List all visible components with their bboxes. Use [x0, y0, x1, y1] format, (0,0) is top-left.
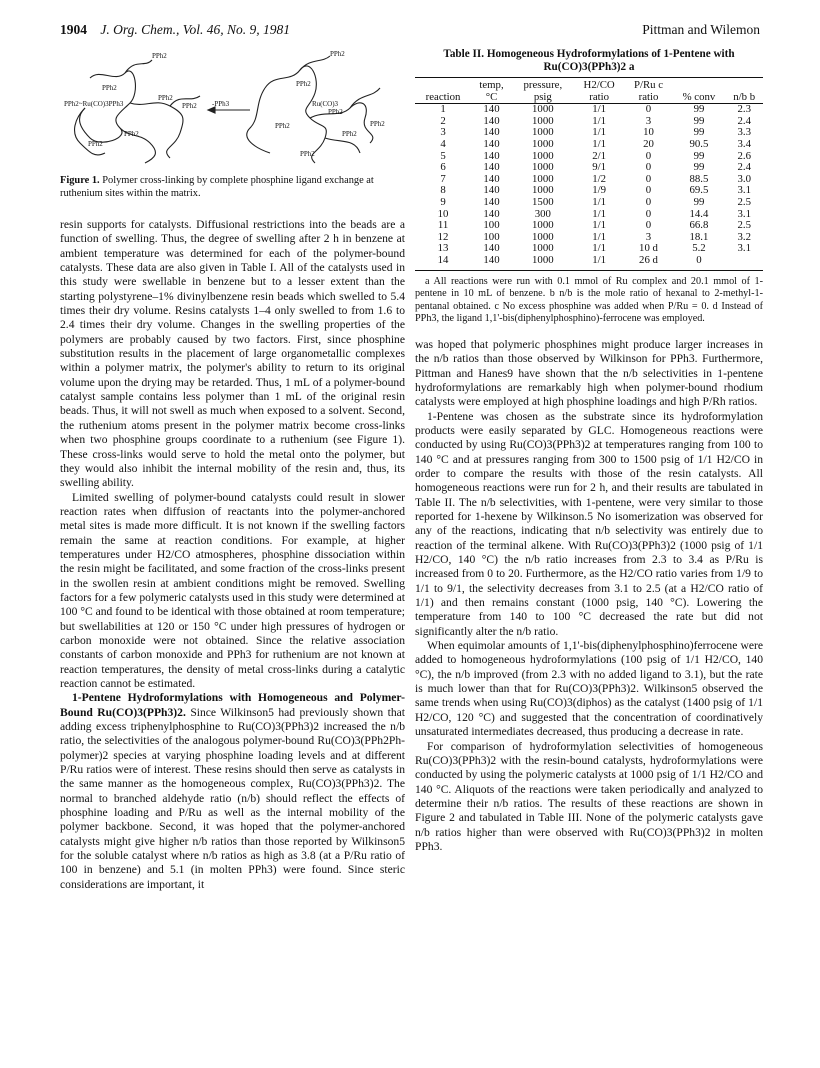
svg-text:PPh2: PPh2 — [330, 50, 345, 58]
body-paragraph: When equimolar amounts of 1,1'-bis(diphenylphosphino)ferrocene were added to homogeneous hydroformylations (100 psig of 1/1 H2/CO, 140 °C), the n/b improved (from 2.3 with no added ligand to 3.1), but the rate is much lower than that for Ru(CO)3(PPh3)2. Wilkinson5 observed the same trends when using Ru(CO)3(diphos) as the catalyst (1400 psig of 1/1 H2/CO, 120 °C) and suggested that the concentration of coordinatively unsaturated intermediates decreased, thus producing a decrease in rate. — [415, 639, 763, 739]
table-cell: 140 — [483, 172, 500, 185]
table-cell: 140 — [483, 161, 500, 174]
table-header-6: n/b b — [733, 90, 756, 103]
table-2-caption: Table II. Homogeneous Hydroformylations of 1-Pentene with Ru(CO)3(PPh3)2 a — [443, 48, 735, 73]
table-header-top-1: temp, — [479, 79, 504, 91]
table-cell: 3.1 — [737, 242, 751, 255]
table-row — [415, 151, 763, 163]
figure-1 — [60, 48, 405, 170]
svg-text:PPh2: PPh2 — [158, 94, 173, 102]
body-paragraph: was hoped that polymeric phosphines might produce larger increases in the n/b ratios than those observed by Wilkinson for PPh3. Furthermore, Pittman and Hanes9 have shown that the n/b selectivities in 1-pentene hydroformylations are remarkably high when polymer-bound rhodium catalysts were employed at high phosphine loadings and high P/Rh ratios. — [415, 337, 763, 409]
table-cell: 0 — [645, 207, 652, 220]
table-cell: 99 — [693, 103, 705, 116]
table-row — [415, 162, 763, 174]
table-cell: 140 — [483, 114, 500, 127]
svg-text:PPh2: PPh2 — [275, 122, 290, 130]
figure-1-caption: Figure 1. Polymer cross-linking by complete phosphine ligand exchange at ruthenium sites within the matrix. — [60, 175, 374, 199]
svg-text:PPh2: PPh2 — [342, 130, 357, 138]
table-header-4: ratio — [638, 90, 659, 103]
svg-text:PPh2: PPh2 — [182, 102, 197, 110]
body-paragraph: 1-Pentene was chosen as the substrate since its hydroformylation products were easily separated by GLC. Homogeneous reactions were conducted by using Ru(CO)3(PPh3)2 at temperatures ranging from 100 to 140 °C and at pressures ranging from 300 to 1500 psig of 1/1 H2/CO in order to compare the results with those of the resin catalysts. All homogeneous reactions were run for 2 h, and their results are tabulated in Table II. The n/b selectivities, with 1-pentene, were very similar to those reported for 1-hexene by Wilkinson.5 No isomerization was observed for any of the reactions, indicating that n/b selectivity was entirely due to reaction of the terminal alkene. With Ru(CO)3(PPh3)2 (1000 psig of 1/1 H2/CO, 140 °C) the n/b ratio increases from 2.3 to 3.4 as P/Ru is increased from 0 to 20. Furthermore, as the H2/CO ratio varies from 1/9 to 1/1 to 9/1, the selectivity decreases from 3.1 to 2.5 (at a H2/CO ratio of 1/1) and then remains constant (1000 psig, 140 °C). Lowering the temperature from 140 to 100 °C decreased the rate but did not significantly alter the n/b ratio. — [415, 409, 763, 638]
table-cell: 1000 — [532, 149, 554, 162]
table-cell: 99 — [693, 195, 705, 208]
table-cell: 26 d — [639, 253, 658, 266]
section-paragraph: 1-Pentene Hydroformylations with Homogeneous and Polymer-Bound Ru(CO)3(PPh3)2. Since Wilkinson5 had previously shown that adding excess triphenylphosphine to Ru(CO)3(PPh3)2 increased the n/b ratio, the selectivities of the analogous polymer-bound Ru(CO)3(PPh2Ph-polymer)2 species at varying phosphine loading levels and at different P/Ru ratios were of interest. These resins should then serve as catalysts in the same manner as the homogeneous complex, Ru(CO)3(PPh3)2. The normal to branched aldehyde ratio (n/b) should reflect the effects of phosphine loading and P/Ru as well as the internal mobility of the polymer backbone. Second, it was hoped that the polymer-anchored catalysts might give higher n/b ratios than those reported by Wilkinson5 for the soluble catalyst where n/b ratios as high as 3.8 (at a P/Ru ratio of 100 in benzene) and 5.1 (in molten PPh3) were found. Since steric considerations are important, it — [60, 691, 406, 891]
table-cell: 3.1 — [737, 184, 751, 197]
table-row — [415, 116, 763, 128]
table-cell: 1000 — [532, 126, 554, 139]
table-cell: 1/1 — [592, 126, 607, 139]
table-cell: 90.5 — [689, 137, 709, 150]
table-cell: 140 — [483, 126, 500, 139]
table-cell: 2.4 — [737, 114, 751, 127]
table-cell — [725, 255, 763, 270]
table-cell: 1/1 — [592, 103, 607, 116]
table-cell: 140 — [483, 184, 500, 197]
table-cell: 0 — [696, 253, 702, 266]
table-cell: 2.3 — [737, 103, 751, 116]
table-row — [415, 255, 763, 270]
table-cell: 1000 — [532, 172, 554, 185]
table-cell: 100 — [483, 230, 500, 243]
table-cell: 66.8 — [689, 219, 709, 232]
table-cell: 140 — [483, 207, 500, 220]
svg-text:PPh2: PPh2 — [300, 150, 315, 158]
table-row — [415, 197, 763, 209]
table-cell: 1/1 — [592, 219, 607, 232]
svg-text:PPh2: PPh2 — [102, 84, 117, 92]
table-row — [415, 174, 763, 186]
table-cell: 0 — [645, 161, 652, 174]
table-cell: 1/1 — [592, 207, 607, 220]
table-cell: 2.5 — [737, 219, 751, 232]
table-cell: 88.5 — [689, 172, 709, 185]
table-cell: 3.4 — [737, 137, 751, 150]
table-cell: 1000 — [532, 242, 554, 255]
right-column — [415, 48, 763, 854]
table-cell: 0 — [645, 103, 652, 116]
table-cell: 7 — [440, 172, 446, 185]
table-cell: 99 — [693, 149, 705, 162]
table-header-1: °C — [485, 90, 498, 103]
section-heading: 1-Pentene Hydroformylations with Homogeneous and Polymer-Bound Ru(CO)3(PPh3)2. — [60, 691, 405, 719]
header-left — [60, 22, 290, 38]
table-cell: 5.2 — [692, 242, 706, 255]
table-cell: 10 — [643, 126, 654, 139]
table-2-notes: a All reactions were run with 0.1 mmol of Ru complex and 20.1 mmol of 1-pentene in 10 mL of benzene. b n/b is the mole ratio of hexanal to 2-methyl-1-pentanal obtained. c No excess phosphine was added when P/Ru = 0. d Instead of PPh3, the ligand 1,1'-bis(diphenylphosphino)-ferrocene was employed. — [415, 275, 763, 325]
table-cell: 9 — [440, 195, 446, 208]
table-cell: 9/1 — [592, 161, 607, 174]
table-cell: 99 — [693, 126, 705, 139]
body-paragraph: For comparison of hydroformylation selectivities of homogeneous Ru(CO)3(PPh3)2 with the resin-bound catalysts, hydroformylations were conducted by using the polymeric catalysts at 1000 psig of 1/1 H2/CO and 140 °C. Aliquots of the reactions were taken periodically and analyzed to determine their n/b ratios. The results of these reactions are shown in Figure 2 and tabulated in Table III. None of the polymeric catalysts gave n/b ratios higher than were observed with Ru(CO)3(PPh3)2 in molten PPh3. — [415, 739, 763, 853]
table-header-top-6 — [725, 78, 763, 92]
table-cell: 5 — [440, 149, 446, 162]
table-cell: 8 — [440, 184, 446, 197]
table-cell: 140 — [483, 103, 500, 116]
polymer-crosslink-diagram — [60, 48, 405, 170]
svg-text:PPh2: PPh2 — [370, 120, 385, 128]
table-cell: 99 — [693, 161, 705, 174]
table-row — [415, 232, 763, 244]
table-row — [415, 127, 763, 139]
table-cell: 2.4 — [737, 161, 751, 174]
svg-text:PPh2: PPh2 — [328, 108, 343, 116]
table-cell: 1 — [440, 103, 446, 116]
table-cell: 1000 — [532, 230, 554, 243]
table-header-5: % conv — [682, 90, 716, 103]
table-cell: 1000 — [532, 184, 554, 197]
svg-text:PPh2: PPh2 — [88, 140, 103, 148]
table-cell: 140 — [483, 195, 500, 208]
left-column — [60, 48, 405, 892]
table-cell: 0 — [645, 195, 652, 208]
table-cell: 3 — [645, 230, 652, 243]
table-cell: 12 — [437, 230, 449, 243]
table-cell: 11 — [437, 219, 449, 232]
table-cell: 1000 — [532, 161, 554, 174]
svg-text:PPh2~Ru(CO)3PPh3: PPh2~Ru(CO)3PPh3 — [64, 100, 124, 108]
table-cell: 18.1 — [689, 230, 709, 243]
table-cell: 140 — [483, 242, 500, 255]
table-header-top-2: pressure, — [523, 79, 563, 91]
table-cell: 1/1 — [592, 137, 607, 150]
table-cell: 3.2 — [737, 230, 751, 243]
table-header-2: psig — [533, 90, 552, 103]
table-cell: 2.5 — [737, 195, 751, 208]
table-cell: 1/1 — [592, 253, 607, 266]
table-cell: 0 — [645, 149, 652, 162]
table-cell: 1/1 — [592, 230, 607, 243]
table-cell: 14 — [437, 253, 449, 266]
table-cell: 3.3 — [737, 126, 751, 139]
table-cell: 1/1 — [592, 114, 607, 127]
svg-text:PPh2: PPh2 — [124, 130, 139, 138]
table-cell: 300 — [534, 207, 551, 220]
table-cell: 1000 — [532, 114, 554, 127]
table-cell: 69.5 — [689, 184, 709, 197]
table-cell: 1000 — [532, 219, 554, 232]
table-header-top-5 — [672, 78, 725, 92]
table-row — [415, 220, 763, 232]
svg-text:-PPh3: -PPh3 — [212, 100, 230, 108]
table-cell: 13 — [437, 242, 449, 255]
table-cell: 3 — [645, 114, 652, 127]
table-cell: 2 — [440, 114, 446, 127]
table-cell: 1/9 — [592, 184, 607, 197]
table-cell: 99 — [693, 114, 705, 127]
table-row — [415, 209, 763, 221]
journal-citation: J. Org. Chem., Vol. 46, No. 9, 1981 — [100, 22, 290, 37]
table-cell: 1000 — [532, 253, 554, 266]
page-number: 1904 — [60, 22, 87, 37]
svg-text:PPh2: PPh2 — [152, 52, 167, 60]
table-cell: 140 — [483, 253, 500, 266]
body-paragraph: resin supports for catalysts. Diffusional restrictions into the beads are a function of swelling. Thus, the degree of swelling after 2 h in benzene at ambient temperature was determined for each of the polymer-bound catalysts. These data are also given in Table I. All of the catalysts used in this study were swellable in benzene but to a lesser extent than the starting polystyrene–1% divinylbenzene resin beads which swelled to 5.4 times their dry volume. Resins catalysts 1–4 only swelled to from 1.6 to 2.4 times their dry volume. Changes in the swelling properties of the polymers are probably caused by two factors. First, since phosphine substitution results in the placement of large organometallic complexes within a polymer matrix, the polymer's ability to return to its original volume upon the drying may be retarded. Thus, 1 mL of a polymer-bound catalyst sample contains less polymer than 1 mL of the original resin beads. Thus, it will not swell as much when exposed to a solvent. Second, the ruthenium atoms present in the polymer matrix become cross-links when two phosphine groups coordinate to a ruthenium (see Figure 1). These cross-links would serve to hold the metal onto the polymer, but they would also inhibit the internal mobility of the resin and, thus, its swelling ability. — [60, 218, 405, 490]
table-cell: 10 d — [639, 242, 658, 255]
table-cell: 1000 — [532, 137, 554, 150]
table-cell: 140 — [483, 149, 500, 162]
table-row — [415, 139, 763, 151]
table-header-0: reaction — [425, 90, 461, 103]
table-cell: 1/2 — [592, 172, 607, 185]
table-cell: 0 — [645, 172, 652, 185]
svg-text:PPh2: PPh2 — [296, 80, 311, 88]
table-cell: 100 — [483, 219, 500, 232]
table-cell: 14.4 — [689, 207, 709, 220]
page-header — [60, 22, 760, 40]
table-row — [415, 243, 763, 255]
table-header-3: ratio — [589, 90, 610, 103]
table-cell: 1000 — [532, 103, 554, 116]
table-cell: 10 — [437, 207, 449, 220]
table-cell: 3.1 — [737, 207, 751, 220]
table-cell: 0 — [645, 184, 652, 197]
table-cell: 140 — [483, 137, 500, 150]
table-header-top-4: P/Ru c — [633, 79, 664, 91]
table-cell: 1500 — [532, 195, 554, 208]
table-cell: 0 — [645, 219, 652, 232]
running-authors: Pittman and Wilemon — [642, 22, 760, 37]
table-cell: 2/1 — [592, 149, 607, 162]
table-cell: 4 — [440, 137, 446, 150]
table-cell: 20 — [643, 137, 654, 150]
table-cell: 1/1 — [592, 195, 607, 208]
svg-text:Ru(CO)3: Ru(CO)3 — [312, 100, 339, 108]
table-cell: 3 — [440, 126, 446, 139]
table-row — [415, 185, 763, 197]
table-cell: 2.6 — [737, 149, 751, 162]
table-row — [415, 104, 763, 116]
table-cell: 3.0 — [737, 172, 751, 185]
table-header-top-3: H2/CO — [583, 79, 615, 91]
table-2 — [415, 77, 763, 271]
table-cell: 1/1 — [592, 242, 607, 255]
body-paragraph: Limited swelling of polymer-bound catalysts could result in slower reaction rates when diffusion of reactants into the polymer-anchored metal sites is made more difficult. It is not known if the swelling factors remain the same at reaction conditions. For example, at higher temperatures under H2/CO atmospheres, phosphine dissociation within the resin might be facilitated, and some fraction of the cross-links present in the swollen resin at ambient conditions might be removed. Swelling factors for a few polymeric catalysts used in this study were determined at 100 °C and found to be identical with those obtained at room temperature; but swellabilities at 120 or 150 °C under high pressures of hydrogen or carbon monoxide were not obtained. Since the relative association constants of carbon monoxide and PPh3 for ruthenium are not known at reaction temperatures, the density of metal cross-links during a catalytic reaction cannot be estimated. — [60, 490, 405, 690]
table-header-top-0 — [415, 78, 471, 92]
table-cell: 6 — [440, 161, 446, 174]
